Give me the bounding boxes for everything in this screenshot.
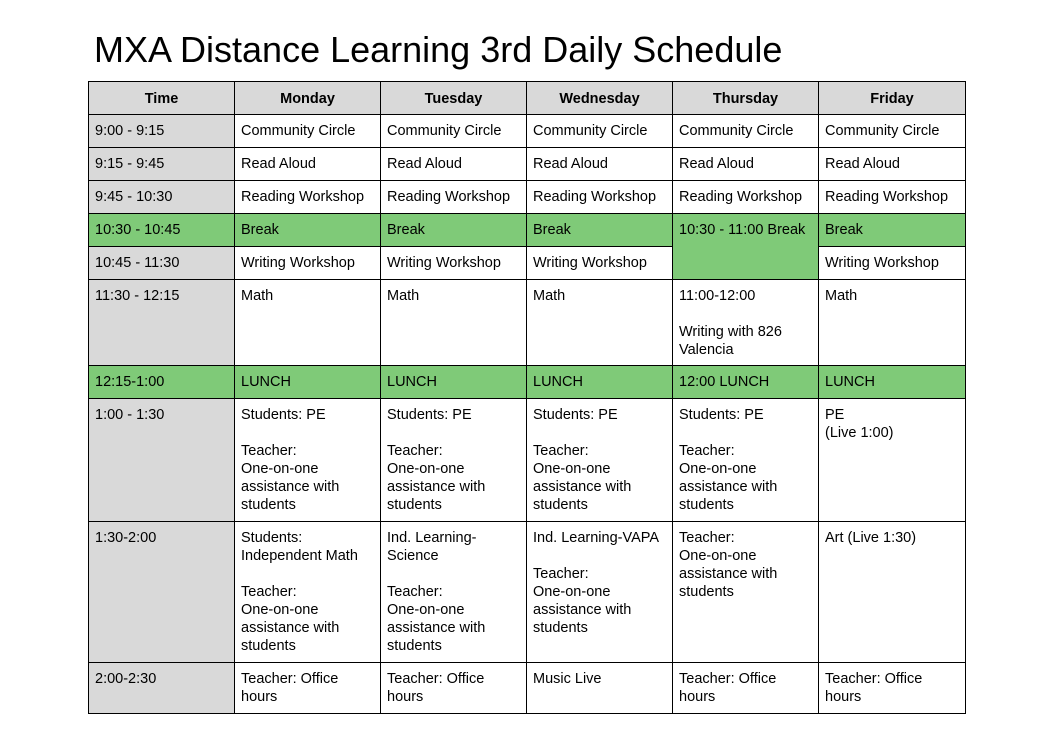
thursday-cell: Teacher: One-on-one assistance with students bbox=[673, 522, 819, 663]
friday-cell: Writing Workshop bbox=[819, 247, 966, 280]
table-row bbox=[89, 181, 966, 214]
monday-cell: Writing Workshop bbox=[235, 247, 381, 280]
page-title: MXA Distance Learning 3rd Daily Schedule bbox=[94, 29, 783, 70]
friday-cell: Art (Live 1:30) bbox=[819, 522, 966, 663]
tuesday-cell: LUNCH bbox=[381, 366, 527, 399]
tuesday-cell: Read Aloud bbox=[381, 148, 527, 181]
table-row bbox=[89, 148, 966, 181]
header-thursday: Thursday bbox=[673, 82, 819, 115]
header-time: Time bbox=[89, 82, 235, 115]
time-cell: 10:30 - 10:45 bbox=[89, 214, 235, 247]
time-cell: 1:30-2:00 bbox=[89, 522, 235, 663]
table-row bbox=[89, 399, 966, 522]
monday-cell: Math bbox=[235, 280, 381, 366]
monday-cell: Teacher: Office hours bbox=[235, 663, 381, 714]
thursday-cell: 12:00 LUNCH bbox=[673, 366, 819, 399]
thursday-cell: Reading Workshop bbox=[673, 181, 819, 214]
header-friday: Friday bbox=[819, 82, 966, 115]
monday-cell: Community Circle bbox=[235, 115, 381, 148]
schedule-table bbox=[88, 81, 966, 714]
monday-cell: Reading Workshop bbox=[235, 181, 381, 214]
header-wednesday: Wednesday bbox=[527, 82, 673, 115]
tuesday-cell: Community Circle bbox=[381, 115, 527, 148]
monday-cell: Read Aloud bbox=[235, 148, 381, 181]
time-cell: 9:00 - 9:15 bbox=[89, 115, 235, 148]
tuesday-cell: Reading Workshop bbox=[381, 181, 527, 214]
wednesday-cell: Writing Workshop bbox=[527, 247, 673, 280]
header-tuesday: Tuesday bbox=[381, 82, 527, 115]
wednesday-cell: Reading Workshop bbox=[527, 181, 673, 214]
friday-cell: LUNCH bbox=[819, 366, 966, 399]
table-row-break bbox=[89, 214, 966, 247]
friday-cell: Community Circle bbox=[819, 115, 966, 148]
time-cell: 9:45 - 10:30 bbox=[89, 181, 235, 214]
table-row-lunch bbox=[89, 366, 966, 399]
thursday-cell: Teacher: Office hours bbox=[673, 663, 819, 714]
wednesday-cell: Students: PE Teacher: One-on-one assistance with students bbox=[527, 399, 673, 522]
thursday-cell: 11:00-12:00 Writing with 826 Valencia bbox=[673, 280, 819, 366]
wednesday-cell: Ind. Learning-VAPA Teacher: One-on-one assistance with students bbox=[527, 522, 673, 663]
time-cell: 1:00 - 1:30 bbox=[89, 399, 235, 522]
tuesday-cell: Teacher: Office hours bbox=[381, 663, 527, 714]
thursday-cell: Students: PE Teacher: One-on-one assistance with students bbox=[673, 399, 819, 522]
wednesday-cell: Community Circle bbox=[527, 115, 673, 148]
friday-cell: Reading Workshop bbox=[819, 181, 966, 214]
friday-cell: Break bbox=[819, 214, 966, 247]
tuesday-cell: Break bbox=[381, 214, 527, 247]
header-monday: Monday bbox=[235, 82, 381, 115]
time-cell: 11:30 - 12:15 bbox=[89, 280, 235, 366]
wednesday-cell: Break bbox=[527, 214, 673, 247]
friday-cell: Teacher: Office hours bbox=[819, 663, 966, 714]
friday-cell: PE (Live 1:00) bbox=[819, 399, 966, 522]
tuesday-cell: Students: PE Teacher: One-on-one assistance with students bbox=[381, 399, 527, 522]
tuesday-cell: Ind. Learning- Science Teacher: One-on-one assistance with students bbox=[381, 522, 527, 663]
table-row bbox=[89, 280, 966, 366]
wednesday-cell: Math bbox=[527, 280, 673, 366]
tuesday-cell: Writing Workshop bbox=[381, 247, 527, 280]
table-row bbox=[89, 663, 966, 714]
friday-cell: Math bbox=[819, 280, 966, 366]
time-cell: 10:45 - 11:30 bbox=[89, 247, 235, 280]
table-row bbox=[89, 115, 966, 148]
header-row bbox=[89, 82, 966, 115]
thursday-cell: Read Aloud bbox=[673, 148, 819, 181]
wednesday-cell: Read Aloud bbox=[527, 148, 673, 181]
thursday-cell: Community Circle bbox=[673, 115, 819, 148]
monday-cell: Students: PE Teacher: One-on-one assistance with students bbox=[235, 399, 381, 522]
table-row bbox=[89, 522, 966, 663]
time-cell: 2:00-2:30 bbox=[89, 663, 235, 714]
monday-cell: Students: Independent Math Teacher: One-on-one assistance with students bbox=[235, 522, 381, 663]
tuesday-cell: Math bbox=[381, 280, 527, 366]
wednesday-cell: Music Live bbox=[527, 663, 673, 714]
time-cell: 9:15 - 9:45 bbox=[89, 148, 235, 181]
friday-cell: Read Aloud bbox=[819, 148, 966, 181]
monday-cell: Break bbox=[235, 214, 381, 247]
monday-cell: LUNCH bbox=[235, 366, 381, 399]
wednesday-cell: LUNCH bbox=[527, 366, 673, 399]
table-row bbox=[89, 247, 966, 280]
time-cell: 12:15-1:00 bbox=[89, 366, 235, 399]
thursday-cell: 10:30 - 11:00 Break bbox=[673, 214, 819, 280]
